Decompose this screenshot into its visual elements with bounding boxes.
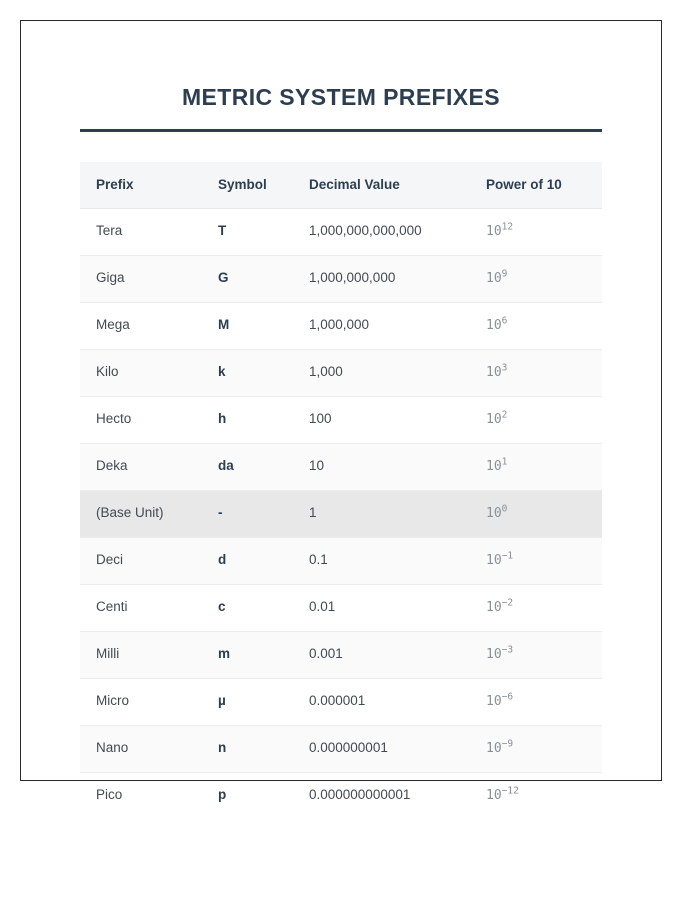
- cell-power-of-ten: [470, 584, 602, 631]
- power-base: 10: [486, 599, 502, 615]
- power-exponent: 1: [501, 456, 508, 468]
- table-header-row: [80, 162, 602, 208]
- cell-decimal-value: 1: [293, 490, 470, 537]
- cell-prefix: Deka: [80, 443, 202, 490]
- cell-prefix: Micro: [80, 678, 202, 725]
- cell-power-of-ten: [470, 772, 602, 805]
- column-header-prefix: Prefix: [80, 162, 202, 208]
- metric-prefix-table: [80, 162, 602, 805]
- cell-symbol: µ: [202, 678, 293, 725]
- cell-prefix: Milli: [80, 631, 202, 678]
- cell-power-of-ten: [470, 631, 602, 678]
- table-row: [80, 349, 602, 396]
- power-exponent: −3: [501, 644, 514, 656]
- cell-decimal-value: 100: [293, 396, 470, 443]
- cell-power-of-ten: [470, 678, 602, 725]
- power-base: 10: [486, 223, 502, 239]
- table-row: [80, 208, 602, 255]
- page-title: METRIC SYSTEM PREFIXES: [181, 84, 501, 110]
- column-header-symbol: Symbol: [202, 162, 293, 208]
- cell-decimal-value: 10: [293, 443, 470, 490]
- cell-power-of-ten: [470, 443, 602, 490]
- table-row: [80, 678, 602, 725]
- power-exponent: 6: [501, 315, 508, 327]
- cell-symbol: -: [202, 490, 293, 537]
- cell-prefix: Kilo: [80, 349, 202, 396]
- cell-symbol: p: [202, 772, 293, 805]
- cell-decimal-value: 0.000001: [293, 678, 470, 725]
- table-row: [80, 537, 602, 584]
- power-base: 10: [486, 505, 502, 521]
- power-exponent: −2: [501, 597, 514, 609]
- power-exponent: 9: [501, 268, 508, 280]
- cell-decimal-value: 0.1: [293, 537, 470, 584]
- table-row: [80, 443, 602, 490]
- power-base: 10: [486, 317, 502, 333]
- cell-symbol: h: [202, 396, 293, 443]
- power-base: 10: [486, 411, 502, 427]
- cell-prefix: Mega: [80, 302, 202, 349]
- cell-decimal-value: 1,000: [293, 349, 470, 396]
- cell-power-of-ten: [470, 208, 602, 255]
- cell-decimal-value: 1,000,000,000: [293, 255, 470, 302]
- cell-symbol: T: [202, 208, 293, 255]
- cell-prefix: Giga: [80, 255, 202, 302]
- table-header: [80, 162, 602, 208]
- cell-decimal-value: 0.001: [293, 631, 470, 678]
- power-exponent: −9: [501, 738, 514, 750]
- cell-symbol: k: [202, 349, 293, 396]
- cell-symbol: M: [202, 302, 293, 349]
- cell-power-of-ten: [470, 396, 602, 443]
- cell-decimal-value: 0.000000000001: [293, 772, 470, 805]
- power-exponent: −1: [501, 550, 514, 562]
- column-header-power: Power of 10: [470, 162, 602, 208]
- power-exponent: −6: [501, 691, 514, 703]
- cell-decimal-value: 0.000000001: [293, 725, 470, 772]
- cell-power-of-ten: [470, 349, 602, 396]
- power-base: 10: [486, 458, 502, 474]
- cell-prefix: Hecto: [80, 396, 202, 443]
- power-exponent: 12: [501, 221, 514, 233]
- power-base: 10: [486, 646, 502, 662]
- cell-decimal-value: 1,000,000: [293, 302, 470, 349]
- document-body: [80, 0, 602, 805]
- cell-power-of-ten: [470, 255, 602, 302]
- cell-prefix: Nano: [80, 725, 202, 772]
- power-base: 10: [486, 552, 502, 568]
- cell-prefix: Deci: [80, 537, 202, 584]
- power-exponent: 2: [501, 409, 508, 421]
- cell-symbol: d: [202, 537, 293, 584]
- power-base: 10: [486, 270, 502, 286]
- cell-decimal-value: 1,000,000,000,000: [293, 208, 470, 255]
- table-row: [80, 302, 602, 349]
- cell-power-of-ten: [470, 302, 602, 349]
- cell-prefix: Tera: [80, 208, 202, 255]
- table-row: [80, 584, 602, 631]
- column-header-decimal: Decimal Value: [293, 162, 470, 208]
- table-row: [80, 772, 602, 805]
- power-exponent: −12: [501, 785, 519, 797]
- table-row: [80, 631, 602, 678]
- cell-power-of-ten: [470, 725, 602, 772]
- table-row: [80, 396, 602, 443]
- power-base: 10: [486, 693, 502, 709]
- power-base: 10: [486, 787, 502, 803]
- table-row: [80, 725, 602, 772]
- cell-prefix: Pico: [80, 772, 202, 805]
- cell-power-of-ten: [470, 537, 602, 584]
- cell-prefix: Centi: [80, 584, 202, 631]
- power-exponent: 0: [501, 503, 508, 515]
- cell-symbol: n: [202, 725, 293, 772]
- power-base: 10: [486, 364, 502, 380]
- power-base: 10: [486, 740, 502, 756]
- cell-symbol: da: [202, 443, 293, 490]
- cell-symbol: c: [202, 584, 293, 631]
- cell-decimal-value: 0.01: [293, 584, 470, 631]
- table-row: [80, 490, 602, 537]
- cell-symbol: G: [202, 255, 293, 302]
- cell-prefix: (Base Unit): [80, 490, 202, 537]
- cell-power-of-ten: [470, 490, 602, 537]
- cell-symbol: m: [202, 631, 293, 678]
- table-body: [80, 208, 602, 805]
- title-underline-rule: [80, 129, 602, 132]
- power-exponent: 3: [501, 362, 508, 374]
- table-row: [80, 255, 602, 302]
